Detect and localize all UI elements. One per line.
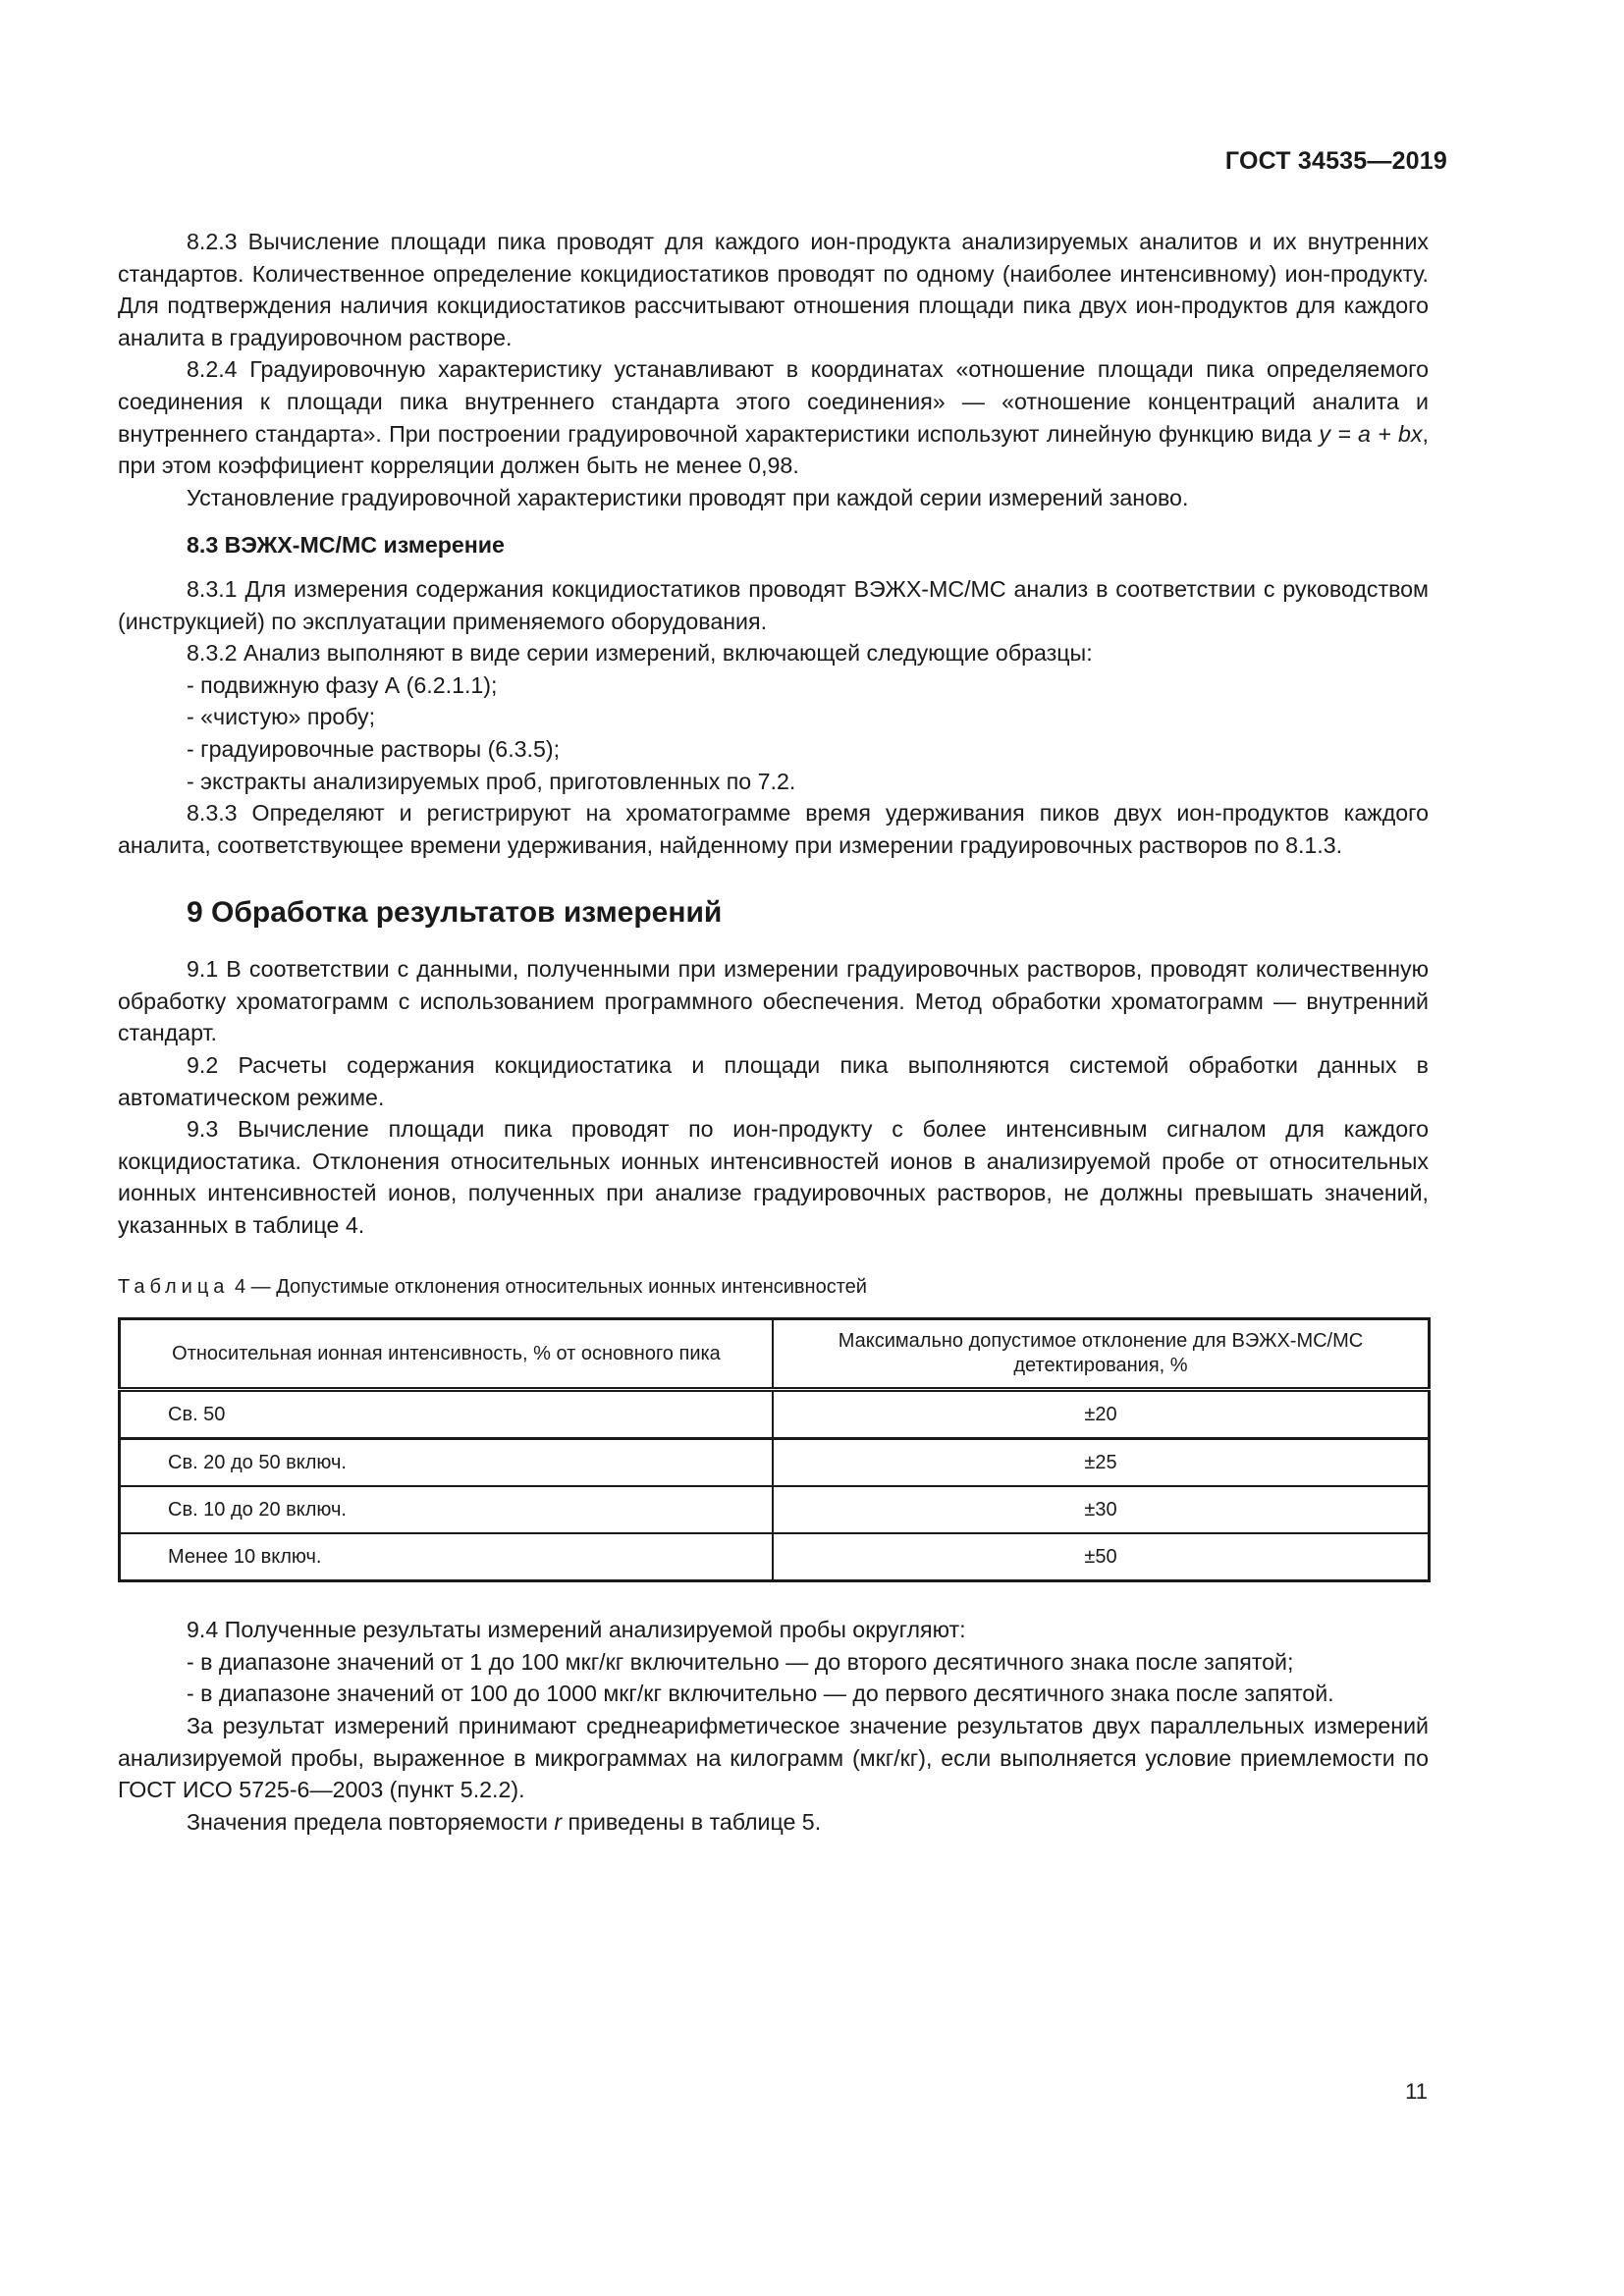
repeatability-symbol: r [554,1808,563,1835]
cell-deviation: ±25 [773,1439,1430,1487]
repeatability-text-a: Значения предела повторяемости [187,1808,555,1835]
column-header-max-deviation: Максимально допустимое отклонение для ВЭЖХ-МС/МС детектирования, % [773,1319,1430,1390]
paragraph-9-2: 9.2 Расчеты содержания кокцидиостатика и площади пика выполняются системой обработки данных в автоматическом режиме. [118,1052,1429,1110]
list-item: - градуировочные растворы (6.3.5); [187,735,561,762]
table-row [120,1439,1430,1487]
cell-deviation: ±30 [773,1486,1430,1533]
formula: y = a + bx [1319,420,1423,447]
subheading-8-3: 8.3 ВЭЖХ-МС/МС измерение [187,532,505,559]
paragraph-8-2-4 [118,353,1429,481]
page-content [118,226,1429,1838]
list-item: - «чистую» пробу; [187,704,376,730]
table-caption-title: 4 — Допустимые отклонения относительных ионных интенсивностей [229,1275,867,1298]
paragraph-9-4: 9.4 Полученные результаты измерений анализируемой пробы округляют: [187,1617,966,1643]
cell-deviation: ±50 [773,1533,1430,1581]
paragraph-8-2-4-note: Установление градуировочной характеристики проводят при каждой серии измерений заново. [187,484,1189,510]
list-item: - экстракты анализируемых проб, приготовленных по 7.2. [187,768,796,794]
table-row [120,1486,1430,1533]
cell-intensity: Св. 50 [120,1390,773,1439]
document-id-header: ГОСТ 34535—2019 [1224,147,1447,175]
page-number: 11 [1405,2079,1428,2104]
table-caption-label: Таблица [118,1275,230,1298]
section-heading-9: 9 Обработка результатов измерений [187,896,723,930]
paragraph-8-3-2: 8.3.2 Анализ выполняют в виде серии измерений, включающей следующие образцы: [187,640,1093,667]
paragraph-8-3-1: 8.3.1 Для измерения содержания кокцидиостатиков проводят ВЭЖХ-МС/МС анализ в соответствии с руководством (инструкцией) по эксплуатации применяемого оборудования. [118,575,1429,634]
column-header-relative-intensity: Относительная ионная интенсивность, % от основного пика [120,1319,773,1390]
list-item: - в диапазоне значений от 1 до 100 мкг/кг включительно — до второго десятичного знака после запятой; [187,1648,1294,1675]
paragraph-repeatability [118,1806,1429,1839]
paragraph-8-2-3: 8.2.3 Вычисление площади пика проводят для каждого ион-продукта анализируемых аналитов и их внутренних стандартов. Количественное определение кокцидиостатиков проводят по одному (наиболее интенсивному) ион-продукту. Для подтверждения наличия кокцидиостатиков рассчитывают отношения площади пика двух ион-продуктов для каждого аналита в градуировочном растворе. [118,229,1429,350]
table-ion-intensity-deviations [118,1317,1431,1582]
list-item: - в диапазоне значений от 100 до 1000 мкг/кг включительно — до первого десятичного знака после запятой. [187,1681,1334,1707]
table-row [120,1390,1430,1439]
results-section [118,1614,1429,1838]
cell-intensity: Менее 10 включ. [120,1533,773,1581]
cell-intensity: Св. 10 до 20 включ. [120,1486,773,1533]
paragraph-9-3: 9.3 Вычисление площади пика проводят по ион-продукту с более интенсивным сигналом для каждого кокцидиостатика. Отклонения относительных ионных интенсивностей ионов в анализируемой пробе от относительных ионных интенсивностей ионов, полученных при анализе градуировочных растворов, не должны превышать значений, указанных в таблице 4. [118,1116,1429,1239]
cell-intensity: Св. 20 до 50 включ. [120,1439,773,1487]
list-item: - подвижную фазу А (6.2.1.1); [187,671,498,698]
paragraph-8-2-4-text-b: , при этом коэффициент корреляции должен быть не менее 0,98. [118,420,1429,479]
table-caption [118,1271,1429,1304]
paragraph-result: За результат измерений принимают среднеарифметическое значение результатов двух параллельных измерений анализируемой пробы, выраженное в микрограммах на килограмм (мкг/кг), если выполняется условие приемлемости по ГОСТ ИСО 5725-6—2003 (пункт 5.2.2). [118,1713,1429,1803]
paragraph-9-1: 9.1 В соответствии с данными, полученными при измерении градуировочных растворов, проводят количественную обработку хроматограмм с использованием программного обеспечения. Метод обработки хроматограмм — внутренний стандарт. [118,956,1429,1046]
table-row [120,1533,1430,1581]
cell-deviation: ±20 [773,1390,1430,1439]
paragraph-8-2-4-text-a: 8.2.4 Градуировочную характеристику устанавливают в координатах «отношение площади пика определяемого соединения к площади пика внутреннего стандарта этого соединения» — «отношение концентраций аналита и внутреннего стандарта». При построении градуировочной характеристики используют линейную функцию вида [118,356,1429,447]
repeatability-text-b: приведены в таблице 5. [562,1808,822,1835]
table-header-row [120,1319,1430,1390]
paragraph-8-3-3: 8.3.3 Определяют и регистрируют на хроматограмме время удерживания пиков двух ион-продуктов каждого аналита, соответствующее времени удерживания, найденному при измерении градуировочных растворов по 8.1.3. [118,800,1429,858]
